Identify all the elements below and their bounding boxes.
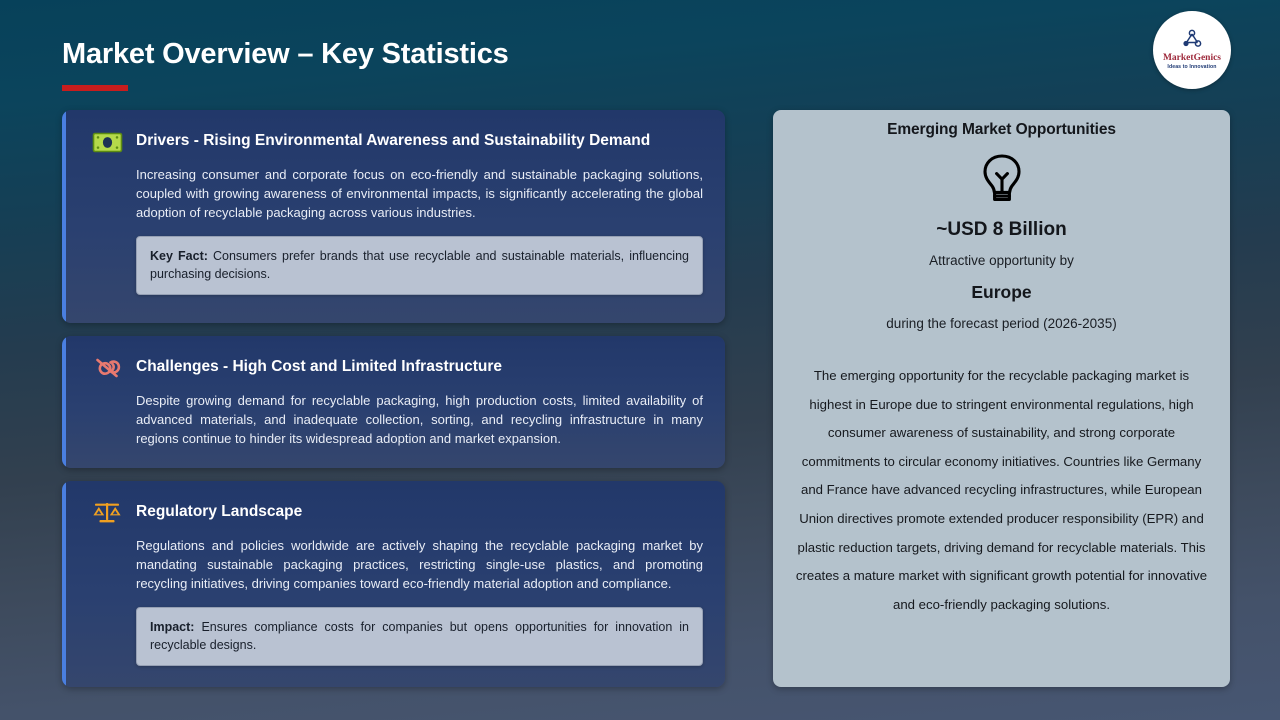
title-underline-rule — [62, 85, 128, 91]
opportunity-region: Europe — [971, 282, 1032, 302]
forecast-period: during the forecast period (2026-2035) — [886, 316, 1117, 331]
balance-scales-icon — [90, 496, 124, 530]
card-regulatory — [62, 481, 725, 687]
brand-logo — [1153, 11, 1231, 89]
logo-tagline: Ideas to Innovation — [1167, 64, 1217, 71]
card-title: Challenges - High Cost and Limited Infrastructure — [136, 358, 503, 375]
opportunity-subtitle: Attractive opportunity by — [929, 253, 1074, 268]
card-title: Drivers - Rising Environmental Awareness and Sustainability Demand — [136, 132, 651, 149]
opportunity-description: The emerging opportunity for the recyclable packaging market is highest in Europe due to stringent environmental regulations, high consumer awareness of sustainability, and strong corporate commitments to circular economy initiatives. Countries like Germany and France have advanced recycling infrastructures, while European Union directives promote extended producer responsibility (EPR) and plastic reduction targets, driving demand for recyclable materials. This creates a mature market with significant growth potential for innovative and eco-friendly packaging solutions. — [795, 368, 1208, 612]
molecule-node-icon — [1179, 29, 1205, 53]
impact-box — [136, 607, 703, 666]
emerging-opportunities-panel — [773, 110, 1230, 687]
page-title: Market Overview – Key Statistics — [62, 38, 509, 70]
card-accent-bar — [62, 481, 66, 687]
panel-title: Emerging Market Opportunities — [887, 121, 1116, 138]
impact-text: Ensures compliance costs for companies but opens opportunities for innovation in recyclable designs. — [150, 619, 689, 652]
impact-label: Impact: — [150, 619, 195, 634]
card-title: Regulatory Landscape — [136, 503, 303, 520]
card-drivers — [62, 110, 725, 323]
broken-chain-icon — [90, 351, 124, 385]
logo-name: MarketGenics — [1162, 53, 1222, 64]
key-fact-box — [136, 236, 703, 295]
card-accent-bar — [62, 110, 66, 323]
opportunity-value: ~USD 8 Billion — [936, 219, 1067, 240]
card-accent-bar — [62, 336, 66, 468]
card-challenges — [62, 336, 725, 468]
key-fact-text: Consumers prefer brands that use recyclable and sustainable materials, influencing purchasing decisions. — [150, 248, 689, 281]
card-body-text: Increasing consumer and corporate focus on eco-friendly and sustainable packaging solutions, coupled with growing awareness of environmental impacts, is significantly accelerating the global adoption of recyclable packaging across various industries. — [136, 167, 703, 221]
money-banknote-icon — [90, 125, 124, 159]
card-body-text: Regulations and policies worldwide are actively shaping the recyclable packaging market by mandating sustainable packaging practices, restricting single-use plastics, and promoting recycling initiatives, driving companies toward eco-friendly material adoption and compliance. — [136, 538, 703, 592]
key-fact-label: Key Fact: — [150, 248, 208, 263]
lightbulb-icon — [977, 152, 1027, 208]
card-body-text: Despite growing demand for recyclable packaging, high production costs, limited availability of advanced materials, and inadequate collection, sorting, and recycling infrastructure in many regions continue to hinder its widespread adoption and market expansion. — [136, 393, 703, 447]
